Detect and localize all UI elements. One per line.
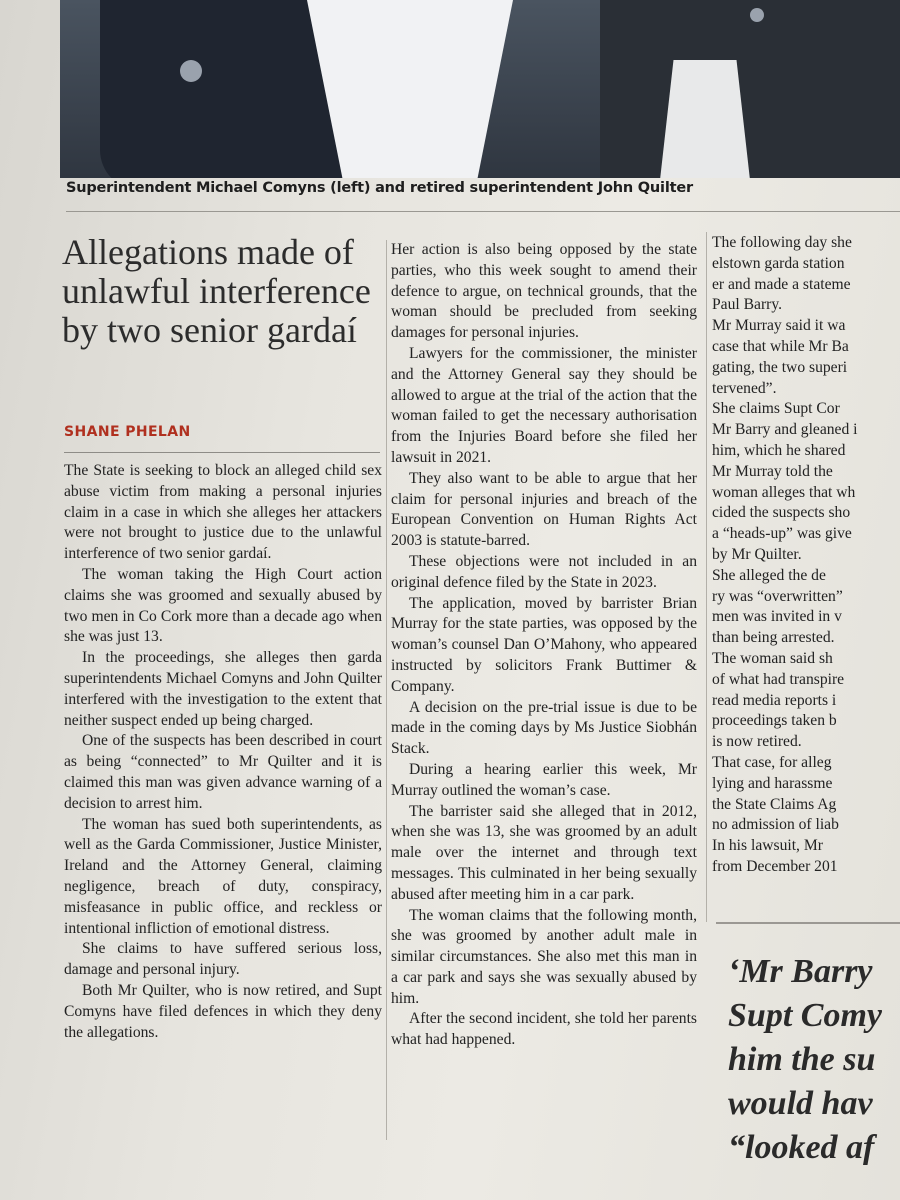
article-line: The following day she: [712, 234, 852, 251]
article-line: lying and harassme: [712, 774, 833, 792]
article-line: the State Claims Ag: [712, 795, 837, 813]
pullquote-rule: [716, 922, 900, 924]
pull-quote-line: Supt Comy: [728, 997, 882, 1034]
pull-quote-line: would hav: [728, 1085, 873, 1122]
article-line: er and made a stateme: [712, 275, 851, 293]
article-line: than being arrested.: [712, 629, 835, 647]
pull-quote-line: him the su: [728, 1041, 876, 1078]
article-paragraph: They also want to be able to argue that her claim for personal injuries and breach of the European Convention on Human Rights Act 2003 is statute-barred.: [391, 469, 697, 550]
article-photo: [60, 0, 900, 178]
article-paragraph: The barrister said she alleged that in 2012, when she was 13, she was groomed by an adult male over the internet and through text messages. This culminated in her being sexually abused after meeting him in a car park.: [391, 802, 697, 903]
uniform-button-icon: [750, 8, 764, 22]
pull-quote-line: “looked af: [728, 1129, 875, 1166]
photo-figure-right: [600, 0, 900, 178]
article-paragraph: These objections were not included in an original defence filed by the State in 2023.: [391, 552, 697, 591]
uniform-button-icon: [180, 60, 202, 82]
article-line: In his lawsuit, Mr: [712, 837, 823, 855]
article-paragraph: She claims to have suffered serious loss, damage and personal injury.: [64, 940, 382, 979]
article-paragraph: A decision on the pre-trial issue is due to be made in the coming days by Ms Justice Siobhán Stack.: [391, 698, 697, 758]
column-divider: [706, 232, 707, 922]
article-paragraph: The woman has sued both superintendents, as well as the Garda Commissioner, Justice Minister, Ireland and the Attorney General, claiming negligence, breach of duty, conspiracy, misfeasance in public office, and reckless or intentional infliction of emotional distress.: [64, 815, 382, 937]
article-paragraph: During a hearing earlier this week, Mr Murray outlined the woman’s case.: [391, 760, 697, 799]
article-line: case that while Mr Ba: [712, 337, 849, 355]
article-paragraph: After the second incident, she told her parents what had happened.: [391, 1010, 697, 1049]
photo-caption: Superintendent Michael Comyns (left) and retired superintendent John Quilter: [66, 180, 693, 196]
article-line: him, which he shared: [712, 441, 846, 459]
article-line: woman alleges that wh: [712, 483, 856, 501]
article-line: of what had transpire: [712, 670, 845, 688]
article-line: ry was “overwritten”: [712, 587, 843, 605]
article-paragraph: Her action is also being opposed by the state parties, who this week sought to amend their defence to argue, on technical grounds, that the woman should be precluded from seeking damages for personal injuries.: [391, 241, 697, 342]
article-paragraph: Lawyers for the commissioner, the minister and the Attorney General say they should be allowed to argue at the trial of the action that the woman failed to get the necessary authorisation from the Injuries Board before she filed her lawsuit in 2021.: [391, 344, 697, 466]
article-line: Mr Murray told the: [712, 462, 833, 480]
article-paragraph: In the proceedings, she alleges then garda superintendents Michael Comyns and John Quilter interfered with the investigation to the extent that neither suspect ended up being charged.: [64, 649, 382, 729]
article-line: She alleged the de: [712, 566, 826, 584]
article-paragraph: The application, moved by barrister Brian Murray for the state parties, was opposed by the woman’s counsel Dan O’Mahony, who appeared instructed by solicitors Frank Buttimer & Company.: [391, 594, 697, 695]
article-line: Paul Barry.: [712, 296, 783, 314]
article-line: cided the suspects sho: [712, 504, 851, 522]
article-line: She claims Supt Cor: [712, 400, 840, 418]
article-line: elstown garda station: [712, 254, 845, 272]
article-column-3: [712, 233, 900, 878]
pull-quote-line: ‘Mr Barry: [728, 953, 873, 990]
article-byline: SHANE PHELAN: [64, 424, 191, 440]
article-line: a “heads-up” was give: [712, 525, 852, 543]
article-line: gating, the two superi: [712, 358, 848, 376]
pull-quote: [728, 950, 900, 1170]
article-line: tervened”.: [712, 379, 777, 397]
article-line: proceedings taken b: [712, 712, 837, 730]
column-divider: [386, 240, 387, 1140]
article-line: That case, for alleg: [712, 753, 832, 771]
article-line: The woman said sh: [712, 649, 833, 667]
article-line: by Mr Quilter.: [712, 545, 802, 563]
photo-shirt-right: [660, 60, 750, 178]
article-headline: Allegations made of unlawful interference by two senior gardaí: [62, 232, 371, 350]
article-paragraph: The State is seeking to block an alleged child sex abuse victim from making a personal injuries claim in a case in which she alleges her attackers were not brought to justice due to the unlawful interference of two senior gardaí.: [64, 462, 382, 563]
article-line: is now retired.: [712, 733, 802, 751]
article-column-2: [391, 240, 697, 1051]
article-paragraph: Both Mr Quilter, who is now retired, and Supt Comyns have filed defences in which they deny the allegations.: [64, 981, 382, 1041]
article-column-1: [64, 461, 382, 1043]
article-paragraph: The woman taking the High Court action claims she was groomed and sexually abused by two men in Co Cork more than a decade ago when she was just 13.: [64, 565, 382, 646]
article-line: from December 201: [712, 857, 838, 875]
article-paragraph: One of the suspects has been described in court as being “connected” to Mr Quilter and it is claimed this man was given advance warning of a decision to arrest him.: [64, 732, 382, 812]
article-line: no admission of liab: [712, 816, 839, 834]
caption-divider: [66, 211, 900, 212]
article-paragraph: The woman claims that the following month, she was groomed by another adult male in similar circumstances. She also met this man in a car park and says she was sexually abused by him.: [391, 906, 697, 1007]
byline-divider: [64, 452, 380, 453]
article-line: Mr Barry and gleaned i: [712, 421, 858, 439]
article-line: men was invited in v: [712, 608, 842, 626]
article-line: read media reports i: [712, 691, 837, 709]
article-line: Mr Murray said it wa: [712, 317, 846, 335]
